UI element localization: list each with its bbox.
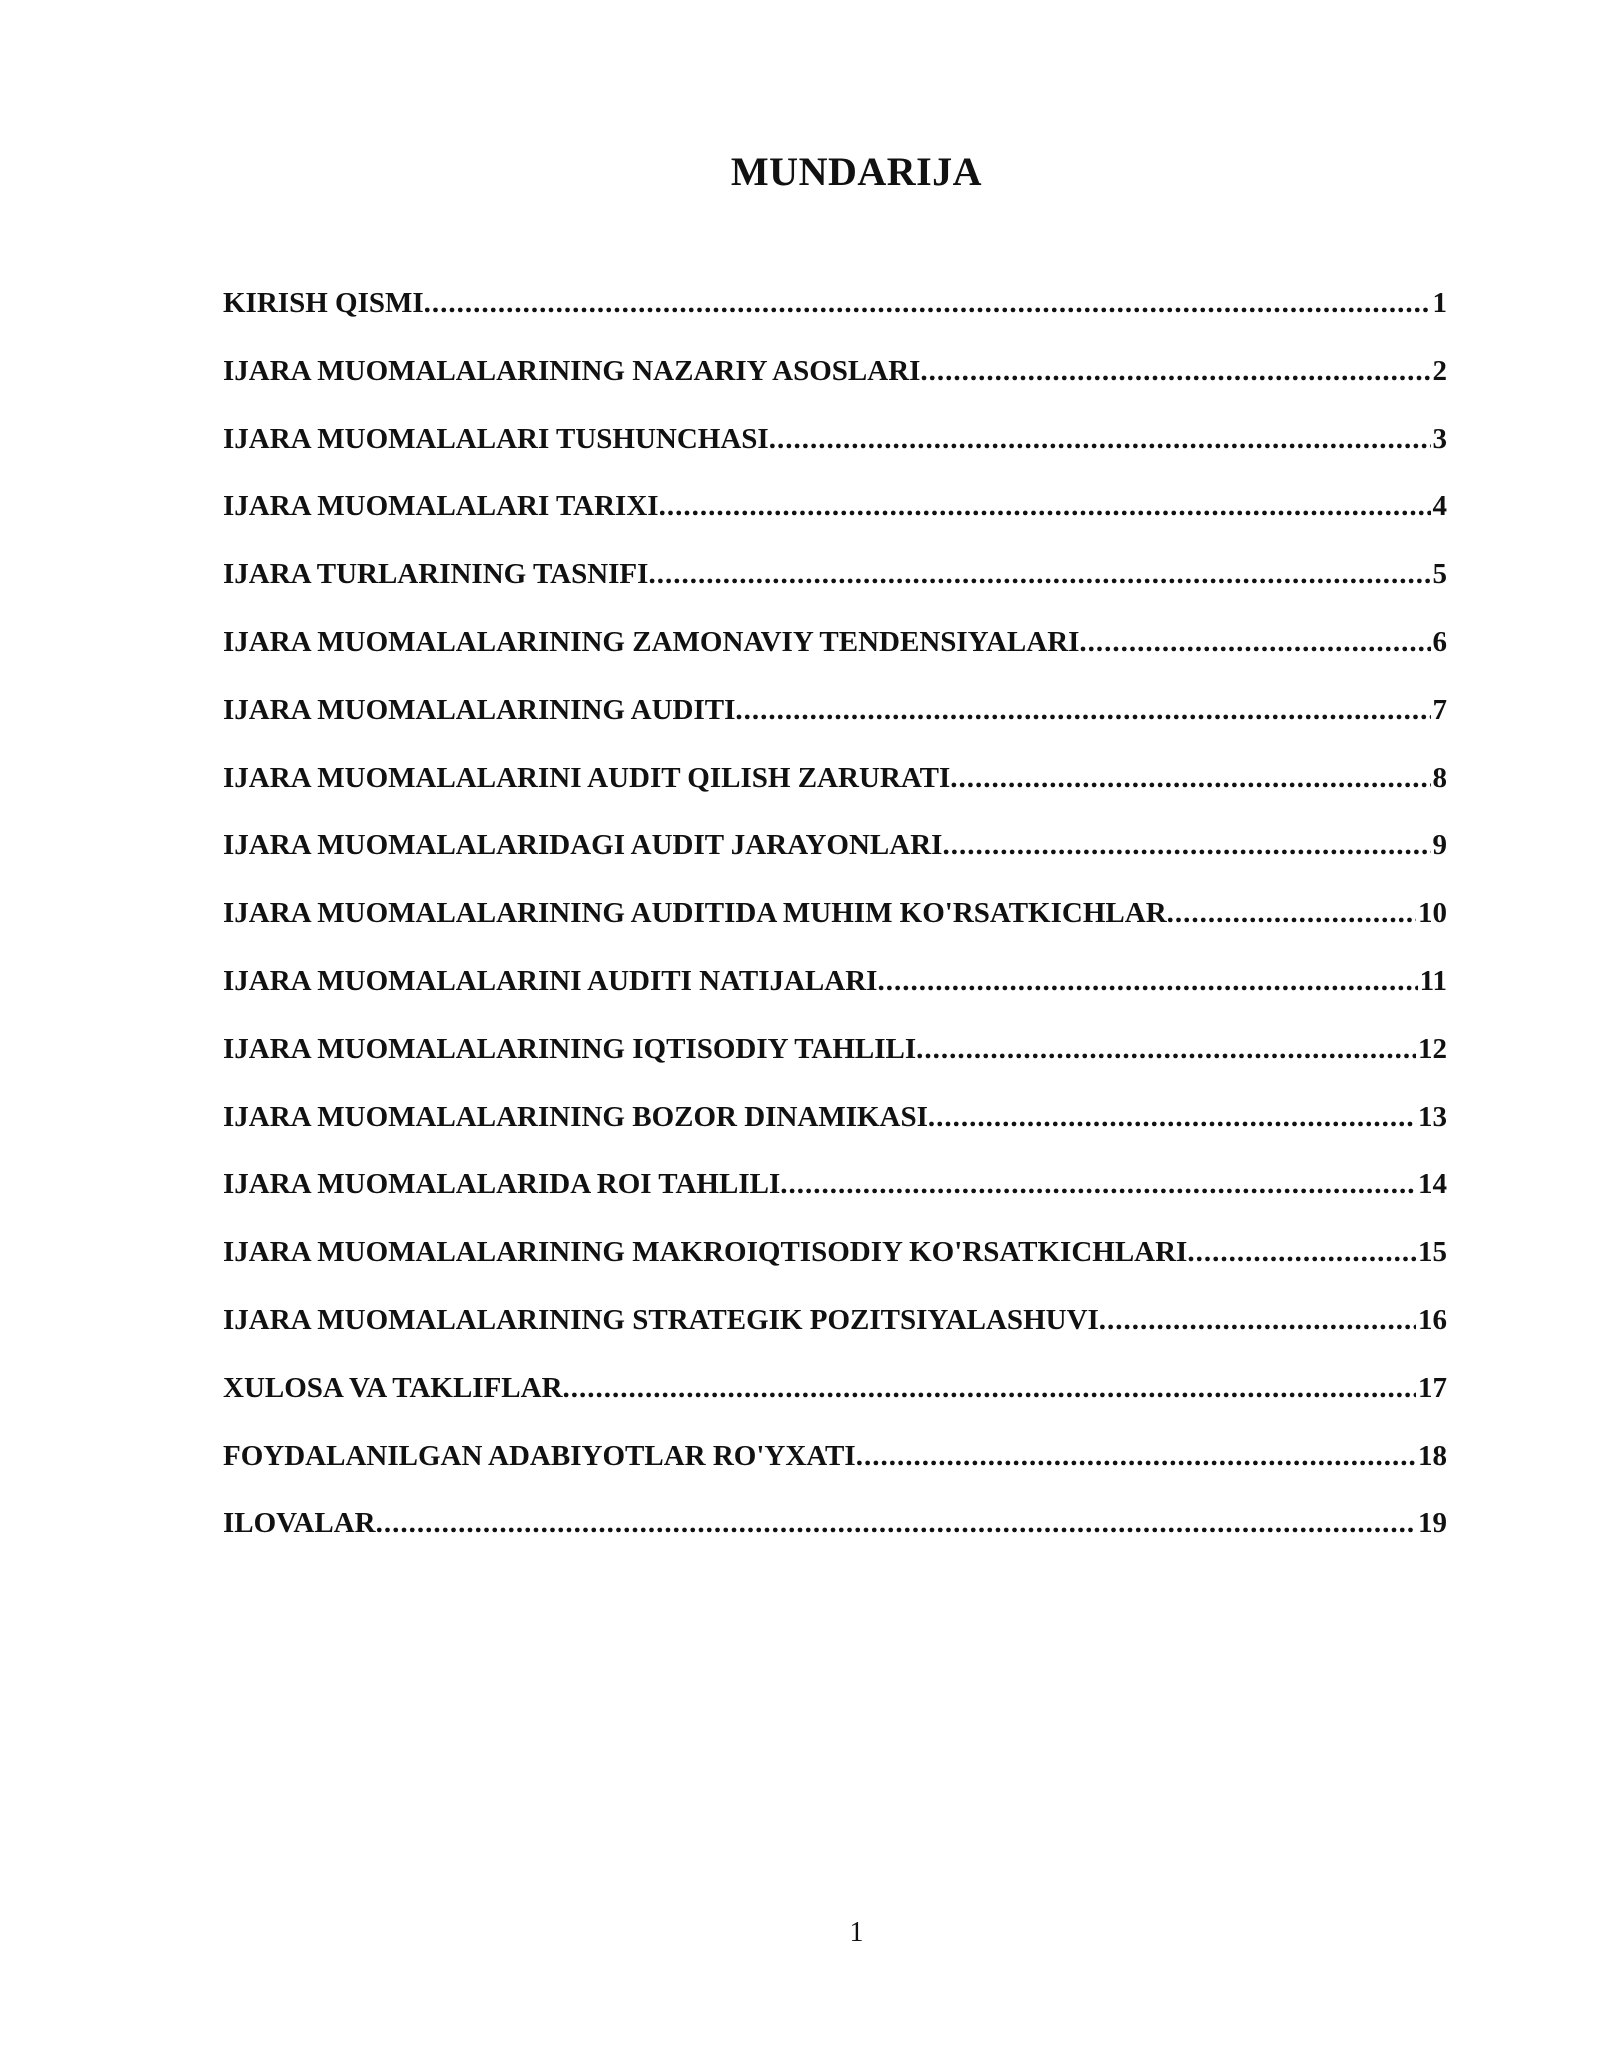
toc-entry-label: IJARA MUOMALALARINING BOZOR DINAMIKASI <box>223 1100 928 1133</box>
toc-entry[interactable] <box>223 1033 1447 1101</box>
toc-entry-page: 10 <box>1418 897 1447 930</box>
toc-entry[interactable] <box>223 1101 1447 1169</box>
toc-entry[interactable] <box>223 423 1447 491</box>
toc-dot-leader <box>916 1033 1416 1066</box>
toc-dot-leader <box>942 829 1430 862</box>
toc-entry-label: IJARA MUOMALALARINING NAZARIY ASOSLARI <box>223 354 921 387</box>
toc-dot-leader <box>648 558 1430 591</box>
toc-entry-page: 7 <box>1432 693 1447 726</box>
toc-entry[interactable] <box>223 355 1447 423</box>
toc-dot-leader <box>920 355 1430 388</box>
toc-entry-page: 5 <box>1432 558 1447 591</box>
toc-entry-label: IJARA MUOMALALARIDA ROI TAHLILI <box>223 1168 781 1201</box>
toc-entry-page: 19 <box>1418 1507 1447 1540</box>
toc-entry-page: 14 <box>1418 1168 1447 1201</box>
toc-dot-leader <box>376 1507 1416 1540</box>
toc-dot-leader <box>950 762 1430 795</box>
toc-entry-page: 18 <box>1418 1439 1447 1472</box>
toc-dot-leader <box>856 1440 1416 1473</box>
toc-entry-page: 3 <box>1432 422 1447 455</box>
toc-entry[interactable] <box>223 897 1447 965</box>
toc-entry[interactable] <box>223 1236 1447 1304</box>
toc-entry-label: IJARA MUOMALALARINING ZAMONAVIY TENDENSIYALARI <box>223 625 1080 658</box>
toc-entry-label: XULOSA VA TAKLIFLAR <box>223 1371 563 1404</box>
toc-entry[interactable] <box>223 558 1447 626</box>
toc-entry-page: 17 <box>1418 1371 1447 1404</box>
toc-dot-leader <box>877 965 1417 998</box>
toc-entry[interactable] <box>223 1168 1447 1236</box>
toc-entry-page: 16 <box>1418 1303 1447 1336</box>
page-number: 1 <box>849 1917 864 1948</box>
toc-dot-leader <box>780 1168 1416 1201</box>
toc-entry-label: IJARA MUOMALALARI TUSHUNCHASI <box>223 422 769 455</box>
toc-dot-leader <box>735 694 1430 727</box>
toc-entry[interactable] <box>223 1507 1447 1575</box>
toc-entry[interactable] <box>223 1440 1447 1508</box>
toc-entry-page: 2 <box>1432 354 1447 387</box>
toc-dot-leader <box>769 423 1431 456</box>
toc-entry-label: IJARA MUOMALALARIDAGI AUDIT JARAYONLARI <box>223 829 943 862</box>
page-title: MUNDARIJA <box>730 149 983 194</box>
toc-entry[interactable] <box>223 1304 1447 1372</box>
toc-dot-leader <box>563 1372 1416 1405</box>
toc-entry-page: 8 <box>1432 761 1447 794</box>
toc-entry[interactable] <box>223 1372 1447 1440</box>
toc-entry[interactable] <box>223 626 1447 694</box>
toc-entry-page: 11 <box>1419 964 1447 997</box>
toc-entry-label: IJARA MUOMALALARINI AUDIT QILISH ZARURATI <box>223 761 951 794</box>
toc-entry-page: 6 <box>1432 625 1447 658</box>
toc-entry-label: IJARA MUOMALALARINI AUDITI NATIJALARI <box>223 964 878 997</box>
toc-entry-label: FOYDALANILGAN ADABIYOTLAR RO'YXATI <box>223 1439 856 1472</box>
toc-dot-leader <box>1167 897 1416 930</box>
toc-entry-label: IJARA MUOMALALARI TARIXI <box>223 490 659 523</box>
toc-entry-label: IJARA MUOMALALARINING IQTISODIY TAHLILI <box>223 1032 917 1065</box>
toc-dot-leader <box>1099 1304 1416 1337</box>
toc-entry[interactable] <box>223 762 1447 830</box>
toc-entry[interactable] <box>223 694 1447 762</box>
toc-entry-label: IJARA MUOMALALARINING AUDITIDA MUHIM KO'RSATKICHLAR <box>223 897 1167 930</box>
toc-entry[interactable] <box>223 965 1447 1033</box>
toc-dot-leader <box>1079 626 1430 659</box>
toc-entry-page: 1 <box>1432 287 1447 319</box>
toc-entry[interactable] <box>223 287 1447 355</box>
toc-entry-page: 13 <box>1418 1100 1447 1133</box>
toc-dot-leader <box>1187 1236 1416 1269</box>
toc-entry-label: IJARA MUOMALALARINING STRATEGIK POZITSIYALASHUVI <box>223 1303 1099 1336</box>
toc-dot-leader <box>928 1101 1416 1134</box>
table-of-contents <box>223 287 1447 1575</box>
toc-entry-label: KIRISH QISMI <box>223 287 424 319</box>
toc-entry-label: ILOVALAR <box>223 1507 376 1540</box>
toc-entry-page: 12 <box>1418 1032 1447 1065</box>
toc-dot-leader <box>659 490 1431 523</box>
toc-entry[interactable] <box>223 829 1447 897</box>
toc-entry[interactable] <box>223 490 1447 558</box>
toc-entry-label: IJARA TURLARINING TASNIFI <box>223 558 649 591</box>
toc-entry-page: 9 <box>1432 829 1447 862</box>
toc-entry-label: IJARA MUOMALALARINING AUDITI <box>223 693 736 726</box>
toc-entry-label: IJARA MUOMALALARINING MAKROIQTISODIY KO'RSATKICHLARI <box>223 1236 1188 1269</box>
toc-entry-page: 15 <box>1418 1236 1447 1269</box>
toc-entry-page: 4 <box>1432 490 1447 523</box>
toc-dot-leader <box>424 287 1431 320</box>
